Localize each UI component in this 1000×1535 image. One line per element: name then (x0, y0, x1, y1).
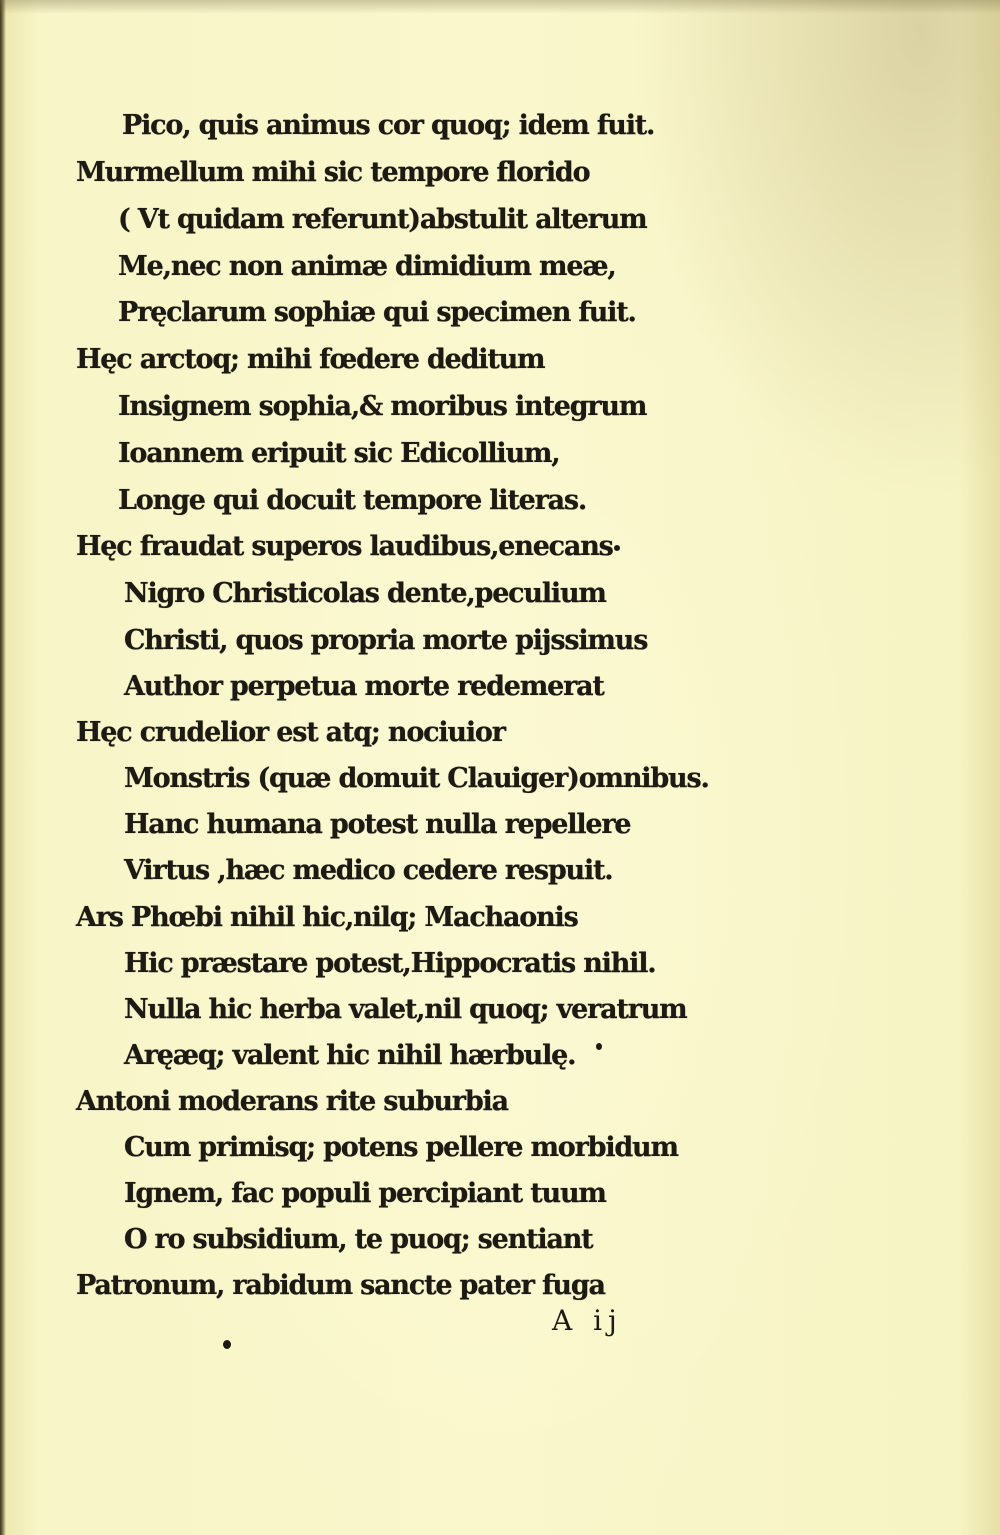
verse-line-9: Longe qui docuit tempore literas. (118, 485, 587, 516)
verse-line-18: Ars Phœbi nihil hic,nilq; Machaonis (76, 902, 578, 933)
verse-line-7: Insignem sophia,& moribus integrum (118, 391, 647, 422)
verse-line-26: Patronum, rabidum sancte pater fuga (76, 1270, 605, 1301)
verse-line-11: Nigro Christicolas dente,peculium (124, 578, 606, 609)
verse-line-21: Aręæq; valent hic nihil hærbulę. (124, 1040, 576, 1071)
verse-line-1: Pico, quis animus cor quoq; idem fuit. (122, 110, 655, 141)
verse-line-2: Murmellum mihi sic tempore florido (76, 157, 590, 188)
ink-speck (223, 1340, 231, 1349)
verse-line-12: Christi, quos propria morte pijssimus (124, 625, 648, 656)
signature-mark: A ij (552, 1304, 623, 1337)
verse-line-22: Antoni moderans rite suburbia (76, 1086, 508, 1117)
verse-line-10: Hęc fraudat superos laudibus,enecans (76, 531, 613, 562)
verse-line-5: Pręclarum sophiæ qui specimen fuit. (118, 297, 636, 328)
verse-line-24: Ignem, fac populi percipiant tuum (124, 1178, 606, 1209)
verse-line-14: Hęc crudelior est atq; nociuior (76, 717, 505, 748)
verse-line-15: Monstris (quæ domuit Clauiger)omnibus. (124, 763, 709, 794)
verse-line-19: Hic præstare potest,Hippocratis nihil. (124, 948, 656, 979)
verse-line-25: O ro subsidium, te puoq; sentiant (124, 1224, 593, 1255)
verse-line-23: Cum primisq; potens pellere morbidum (124, 1132, 678, 1163)
verse-line-8: Ioannem eripuit sic Edicollium, (118, 438, 560, 469)
verse-line-16: Hanc humana potest nulla repellere (124, 809, 631, 840)
verse-line-6: Hęc arctoq; mihi fœdere deditum (76, 344, 545, 375)
ink-speck (614, 545, 620, 551)
ink-speck (596, 1043, 602, 1050)
verse-line-17: Virtus ,hæc medico cedere respuit. (124, 855, 613, 886)
verse-line-4: Me,nec non animæ dimidium meæ, (118, 251, 616, 282)
verse-line-20: Nulla hic herba valet,nil quoq; veratrum (124, 994, 687, 1025)
verse-line-13: Author perpetua morte redemerat (124, 671, 604, 702)
verse-line-3: ( Vt quidam referunt)abstulit alterum (118, 204, 647, 235)
